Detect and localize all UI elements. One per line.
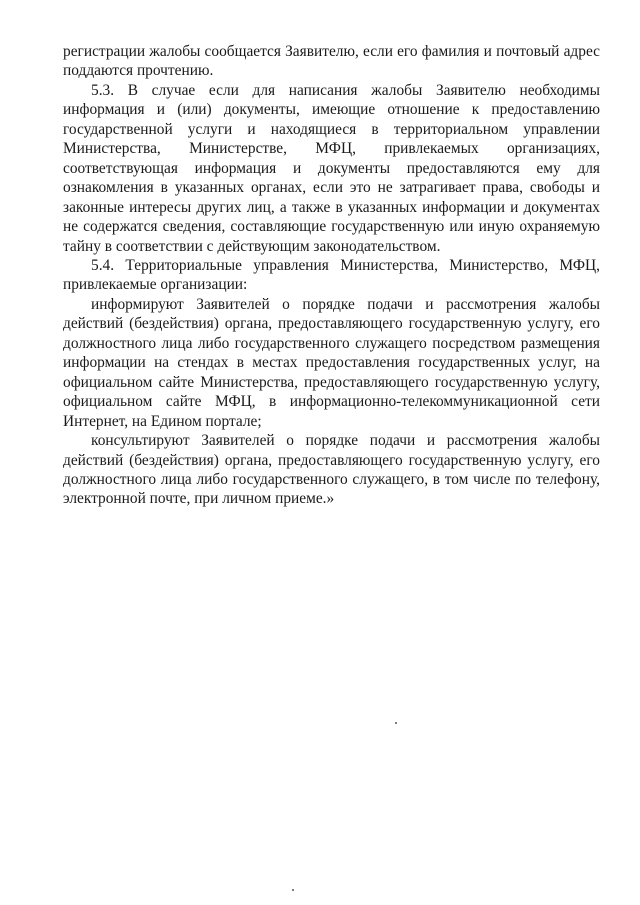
scan-speck [292, 889, 294, 891]
scan-speck [395, 722, 397, 724]
document-body [63, 42, 600, 509]
paragraph-continuation: регистрации жалобы сообщается Заявителю, если его фамилия и почтовый адрес поддаются прочтению. [63, 43, 600, 80]
paragraph-5-4: 5.4. Территориальные управления Министерства, Министерство, МФЦ, привлекаемые организации: [63, 256, 600, 294]
paragraph-consult: консультируют Заявителей о порядке подачи и рассмотрения жалобы действий (бездействия) органа, предоставляющего государственную услугу, его должностного лица либо государственного служащего, в том числе по телефону, электронной почте, при личном приеме.» [63, 432, 600, 508]
paragraph-inform: информируют Заявителей о порядке подачи и рассмотрения жалобы действий (бездействия) органа, предоставляющего государственную услугу, его должностного лица либо государственного служащего посредством размещения информации на стендах в местах предоставления государственных услуг, на официальном сайте Министерства, предоставляющего государственную услугу, официальном сайте МФЦ, в информационно-телекоммуникационной сети Интернет, на Едином портале; [63, 295, 600, 430]
paragraph-5-3: 5.3. В случае если для написания жалобы Заявителю необходимы информация и (или) документы, имеющие отношение к предоставлению государственной услуги и находящиеся в территориальном управлении Министерства, Министерстве, МФЦ, привлекаемых организациях, соответствующая информация и документы предоставляются ему для ознакомления в указанных органах, если это не затрагивает права, свободы и законные интересы других лиц, а также в указанных информации и документах не содержатся сведения, составляющие государственную или иную охраняемую тайну в соответствии с действующим законодательством. [63, 81, 600, 255]
